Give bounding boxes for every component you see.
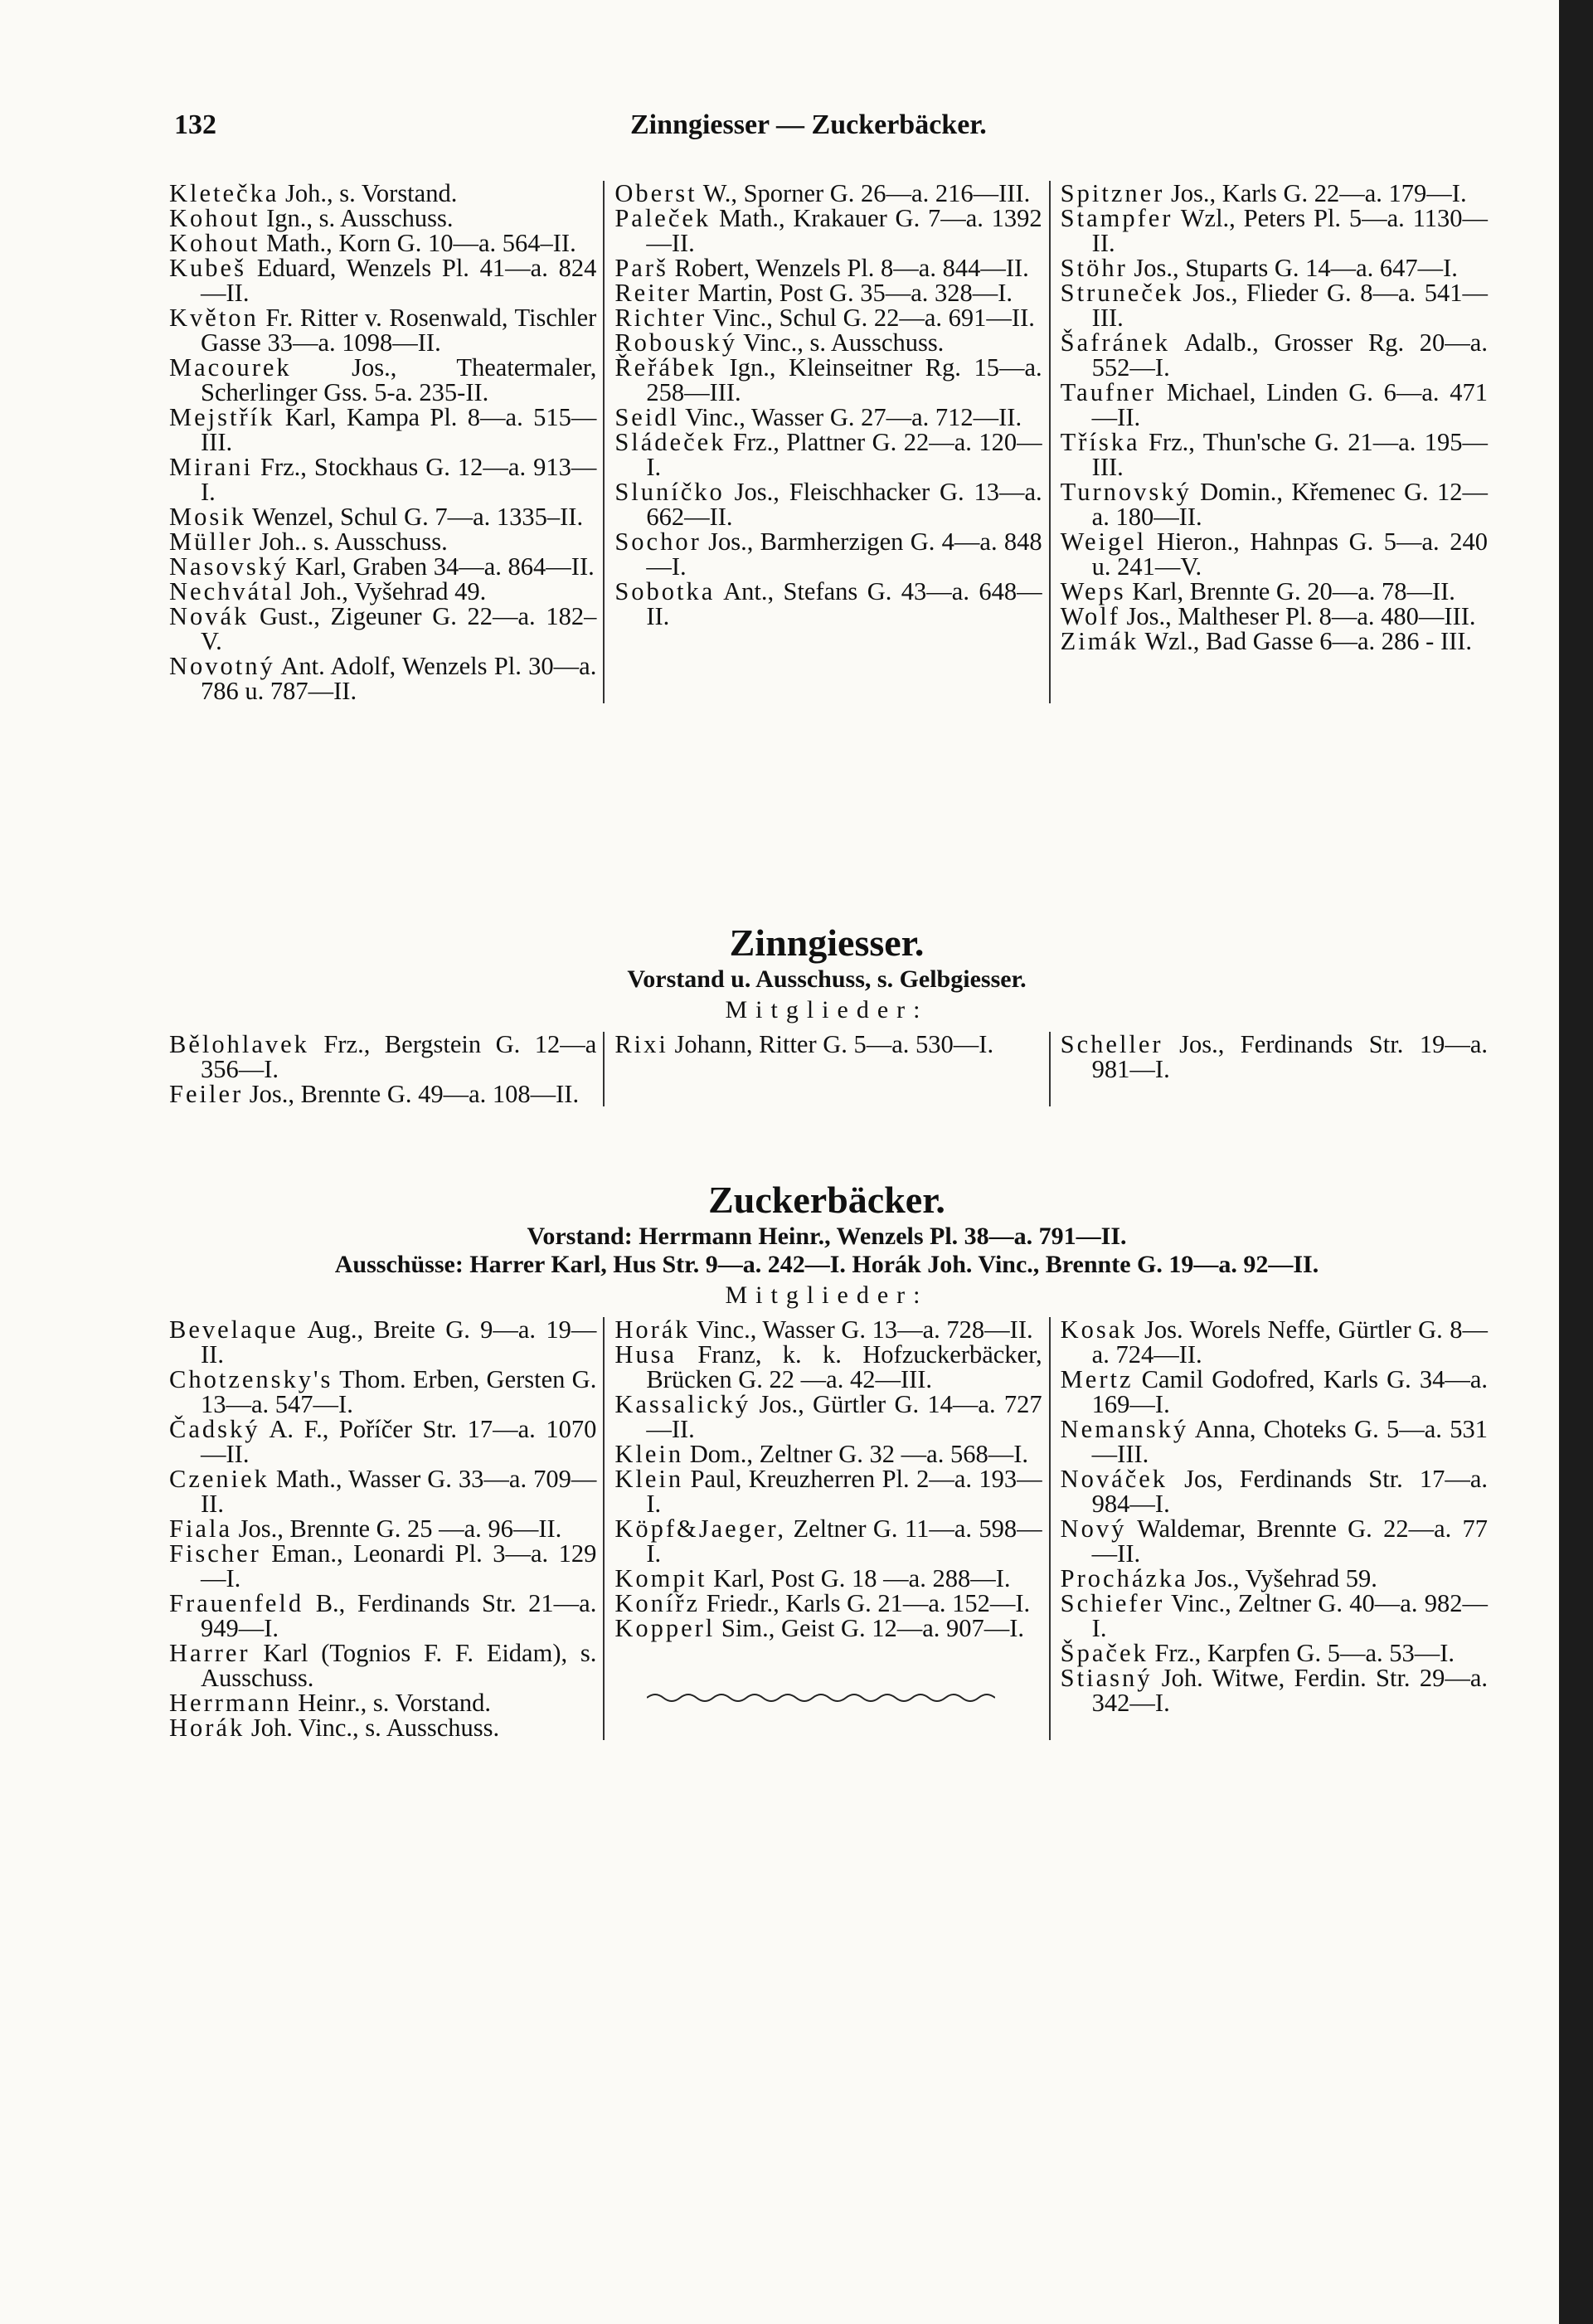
entry-surname: Špaček — [1060, 1639, 1149, 1667]
directory-entry — [169, 1466, 596, 1516]
entry-details: Hieron., Hahnpas G. 5—a. 240 u. 241—V. — [1091, 528, 1488, 581]
entry-details: Vinc., Schul G. 22—a. 691—II. — [712, 304, 1035, 332]
entry-details: Adalb., Grosser Rg. 20—a. 552—I. — [1091, 328, 1488, 382]
entry-surname: Bevelaque — [169, 1315, 299, 1344]
entry-surname: Kohout — [169, 229, 260, 257]
entry-details: Karl, Brennte G. 20—a. 78—II. — [1132, 577, 1455, 605]
zuckerbaecker-columns — [159, 1317, 1494, 1740]
entry-details: Karl (Tognios F. F. Eidam), s. Ausschuss. — [201, 1639, 597, 1692]
entry-details: Math., Wasser G. 33—a. 709—II. — [201, 1465, 597, 1518]
directory-entry — [614, 1516, 1042, 1566]
entry-details: Aug., Breite G. 9—a. 19—II. — [201, 1315, 597, 1369]
entry-details: Vinc., s. Ausschuss. — [743, 328, 945, 357]
entry-details: Jos., Brennte G. 49—a. 108—II. — [249, 1080, 580, 1108]
entry-surname: Oberst — [614, 179, 697, 207]
entry-details: Jos., Fleischhacker G. 13—a. 662—II. — [646, 478, 1042, 531]
directory-entry — [614, 1442, 1042, 1466]
entry-surname: Sobotka — [614, 577, 716, 605]
entry-surname: Zimák — [1060, 627, 1139, 655]
entry-surname: Nováček — [1060, 1465, 1168, 1493]
directory-entry — [614, 206, 1042, 255]
entry-details: Jos., Karls G. 22—a. 179—I. — [1170, 179, 1467, 207]
entry-surname: Macourek — [169, 353, 292, 382]
directory-entry — [169, 1516, 596, 1541]
entry-surname: Šafránek — [1060, 328, 1171, 357]
page-number: 132 — [174, 109, 216, 140]
entry-surname: Horák — [169, 1714, 245, 1742]
ausschuesse-line: Ausschüsse: Harrer Karl, Hus Str. 9—a. 242—I. Horák Joh. Vinc., Brennte G. 19—a. 92—II. — [334, 1251, 1319, 1278]
entry-surname: Kopperl — [614, 1614, 716, 1642]
entry-details: Joh. Vinc., s. Ausschuss. — [250, 1714, 500, 1742]
entry-surname: Mosik — [169, 503, 246, 531]
directory-entry — [614, 355, 1042, 405]
entry-surname: Klein — [614, 1440, 684, 1468]
entry-surname: Müller — [169, 528, 254, 556]
directory-entry — [614, 1392, 1042, 1442]
column — [1049, 181, 1494, 703]
entry-details: Jos., Vyšehrad 59. — [1194, 1564, 1377, 1592]
entry-details: Dom., Zeltner G. 32 —a. 568—I. — [689, 1440, 1028, 1468]
top-columns — [159, 181, 1494, 703]
entry-surname: Struneček — [1060, 279, 1184, 307]
column — [603, 1032, 1048, 1106]
entry-surname: Stampfer — [1060, 204, 1173, 232]
entry-surname: Köpf&Jaeger, — [614, 1514, 787, 1543]
directory-entry — [169, 231, 596, 255]
entry-surname: Chotzensky's — [169, 1365, 333, 1393]
entry-surname: Paleček — [614, 204, 712, 232]
directory-entry — [1061, 181, 1488, 206]
entry-surname: Čadský — [169, 1415, 260, 1443]
entry-surname: Feiler — [169, 1080, 244, 1108]
vorstand-line: Vorstand: Herrmann Heinr., Wenzels Pl. 38—a. 791—II. — [527, 1223, 1127, 1250]
directory-entry — [169, 1417, 596, 1466]
entry-surname: Weps — [1060, 577, 1126, 605]
entry-surname: Taufner — [1060, 378, 1157, 406]
entry-details: Math., Korn G. 10—a. 564–II. — [266, 229, 576, 257]
entry-surname: Seidl — [614, 403, 680, 431]
entry-surname: Harrer — [169, 1639, 250, 1667]
entry-details: Franz, k. k. Hofzuckerbäcker, Brücken G. 22 —a. 42—III. — [646, 1340, 1042, 1393]
directory-entry — [614, 1591, 1042, 1616]
directory-entry — [614, 255, 1042, 280]
entry-surname: Stöhr — [1060, 254, 1128, 282]
entry-details: Domin., Křemenec G. 12—a. 180—II. — [1091, 478, 1488, 531]
section-title: Zuckerbäcker. — [708, 1179, 945, 1221]
entry-details: Anna, Choteks G. 5—a. 531—III. — [1091, 1415, 1488, 1468]
entry-surname: Bělohlavek — [169, 1030, 309, 1058]
entry-surname: Czeniek — [169, 1465, 270, 1493]
entry-details: Wzl., Peters Pl. 5—a. 1130—II. — [1091, 204, 1488, 257]
directory-entry — [169, 1317, 596, 1367]
entry-surname: Reiter — [614, 279, 692, 307]
entry-surname: Richter — [614, 304, 707, 332]
directory-entry — [1061, 206, 1488, 255]
entry-surname: Parš — [614, 254, 668, 282]
column — [603, 181, 1048, 703]
entry-details: Jos. Worels Neffe, Gürtler G. 8—a. 724—II. — [1091, 1315, 1488, 1369]
directory-entry — [1061, 1317, 1488, 1367]
entry-details: Robert, Wenzels Pl. 8—a. 844—II. — [674, 254, 1029, 282]
directory-entry — [1061, 1367, 1488, 1417]
directory-entry — [614, 579, 1042, 629]
entry-surname: Tříska — [1060, 428, 1140, 456]
directory-entry — [1061, 330, 1488, 380]
entry-surname: Husa — [614, 1340, 678, 1369]
entry-surname: Fiala — [169, 1514, 232, 1543]
directory-entry — [169, 1715, 596, 1740]
entry-details: Gust., Zigeuner G. 22—a. 182–V. — [201, 602, 597, 655]
entry-surname: Frauenfeld — [169, 1589, 304, 1617]
directory-entry — [614, 1317, 1042, 1342]
zinngiesser-section — [159, 921, 1494, 1106]
entry-details: Ign., s. Ausschuss. — [266, 204, 454, 232]
directory-entry — [614, 1616, 1042, 1641]
directory-entry — [614, 430, 1042, 479]
entry-details: Jos., Stuparts G. 14—a. 647—I. — [1134, 254, 1458, 282]
entry-surname: Kubeš — [169, 254, 246, 282]
entry-details: W., Sporner G. 26—a. 216—III. — [702, 179, 1031, 207]
entry-details: Frz., Thun'sche G. 21—a. 195—III. — [1091, 428, 1488, 481]
section-title: Zinngiesser. — [729, 921, 925, 964]
entry-details: Zeltner G. 11—a. 598—I. — [646, 1514, 1042, 1568]
members-label: Mitglieder: — [725, 996, 929, 1023]
entry-surname: Mertz — [1060, 1365, 1134, 1393]
entry-surname: Horák — [614, 1315, 691, 1344]
entry-details: Friedr., Karls G. 21—a. 152—I. — [706, 1589, 1031, 1617]
entry-surname: Fischer — [169, 1539, 261, 1568]
directory-entry — [169, 554, 596, 579]
entry-details: Frz., Bergstein G. 12—a 356—I. — [201, 1030, 597, 1083]
entry-surname: Weigel — [1060, 528, 1147, 556]
entry-surname: Herrmann — [169, 1689, 292, 1717]
entry-details: Joh. Witwe, Ferdin. Str. 29—a. 342—I. — [1091, 1664, 1488, 1717]
entry-surname: Kompit — [614, 1564, 707, 1592]
entry-details: Michael, Linden G. 6—a. 471—II. — [1091, 378, 1488, 431]
zinngiesser-columns — [159, 1032, 1494, 1106]
entry-details: Karl, Post G. 18 —a. 288—I. — [713, 1564, 1011, 1592]
entry-details: Joh., s. Vorstand. — [285, 179, 458, 207]
directory-entry — [169, 1367, 596, 1417]
entry-details: Joh.. s. Ausschuss. — [259, 528, 448, 556]
directory-entry — [1061, 280, 1488, 330]
entry-surname: Mejstřík — [169, 403, 275, 431]
directory-entry — [169, 1032, 596, 1082]
section-subtitle: Vorstand u. Ausschuss, s. Gelbgiesser. — [627, 965, 1027, 993]
entry-surname: Nechvátal — [169, 577, 294, 605]
entry-details: Jos., Gürtler G. 14—a. 727—II. — [646, 1390, 1042, 1443]
directory-entry — [169, 504, 596, 529]
entry-surname: Kohout — [169, 204, 260, 232]
entry-details: Waldemar, Brennte G. 22—a. 77—II. — [1091, 1514, 1488, 1568]
entry-details: Jos., Brennte G. 25 —a. 96—II. — [238, 1514, 562, 1543]
entry-surname: Novotný — [169, 652, 275, 680]
entry-details: Martin, Post G. 35—a. 328—I. — [697, 279, 1013, 307]
entry-details: Karl, Graben 34—a. 864—II. — [294, 552, 595, 581]
entry-surname: Klein — [614, 1465, 684, 1493]
entry-surname: Sluníčko — [614, 478, 725, 506]
entry-surname: Mirani — [169, 453, 254, 481]
entry-details: Jos., Maltheser Pl. 8—a. 480—III. — [1126, 602, 1476, 630]
directory-entry — [169, 579, 596, 604]
entry-details: Frz., Plattner G. 22—a. 120—I. — [646, 428, 1042, 481]
directory-entry — [1061, 479, 1488, 529]
entry-details: Thom. Erben, Gersten G. 13—a. 547—I. — [201, 1365, 597, 1418]
column — [159, 181, 603, 703]
column — [603, 1317, 1048, 1740]
directory-entry — [1061, 1032, 1488, 1082]
entry-details: Ant. Adolf, Wenzels Pl. 30—a. 786 u. 787—II. — [201, 652, 597, 705]
column — [1049, 1317, 1494, 1740]
directory-entry — [614, 1466, 1042, 1516]
entry-details: Frz., Karpfen G. 5—a. 53—I. — [1154, 1639, 1455, 1667]
entry-surname: Nasovský — [169, 552, 289, 581]
directory-entry — [1061, 1516, 1488, 1566]
entry-details: Vinc., Wasser G. 27—a. 712—II. — [685, 403, 1022, 431]
ornament-divider — [647, 1689, 995, 1707]
directory-entry — [169, 206, 596, 231]
entry-surname: Kletečka — [169, 179, 279, 207]
directory-entry — [614, 181, 1042, 206]
entry-details: Heinr., s. Vorstand. — [298, 1689, 491, 1717]
directory-entry — [1061, 1591, 1488, 1641]
directory-entry — [614, 305, 1042, 330]
directory-entry — [169, 305, 596, 355]
column — [159, 1032, 603, 1106]
entry-details: Ant., Stefans G. 43—a. 648—II. — [646, 577, 1042, 630]
entry-details: Jos., Flieder G. 8—a. 541—III. — [1091, 279, 1488, 332]
entry-details: Fr. Ritter v. Rosenwald, Tischler Gasse 33—a. 1098—II. — [201, 304, 597, 357]
directory-entry — [169, 529, 596, 554]
entry-details: A. F., Poříčer Str. 17—a. 1070—II. — [201, 1415, 597, 1468]
directory-entry — [614, 1342, 1042, 1392]
directory-entry — [169, 1591, 596, 1641]
entry-details: Wzl., Bad Gasse 6—a. 286 - III. — [1144, 627, 1473, 655]
directory-entry — [1061, 604, 1488, 629]
entry-surname: Procházka — [1060, 1564, 1188, 1592]
entry-surname: Scheller — [1060, 1030, 1163, 1058]
directory-entry — [1061, 579, 1488, 604]
directory-entry — [614, 1032, 1042, 1057]
directory-entry — [169, 654, 596, 703]
directory-entry — [614, 280, 1042, 305]
entry-details: Ign., Kleinseitner Rg. 15—a. 258—III. — [646, 353, 1042, 406]
directory-entry — [169, 181, 596, 206]
directory-entry — [1061, 1566, 1488, 1591]
directory-entry — [1061, 529, 1488, 579]
directory-entry — [614, 529, 1042, 579]
directory-entry — [169, 604, 596, 654]
directory-entry — [1061, 1466, 1488, 1516]
entry-surname: Konířz — [614, 1589, 701, 1617]
zuckerbaecker-section — [159, 1178, 1494, 1740]
directory-entry — [614, 1566, 1042, 1591]
directory-entry — [1061, 380, 1488, 430]
entry-details: B., Ferdinands Str. 21—a. 949—I. — [201, 1589, 597, 1642]
entry-details: Eman., Leonardi Pl. 3—a. 129—I. — [201, 1539, 597, 1592]
directory-entry — [169, 255, 596, 305]
directory-entry — [614, 479, 1042, 529]
entry-surname: Sochor — [614, 528, 702, 556]
entry-surname: Kassalický — [614, 1390, 751, 1418]
entry-surname: Novák — [169, 602, 250, 630]
entry-details: Jos., Theatermaler, Scherlinger Gss. 5-a. 235-II. — [201, 353, 597, 406]
entry-surname: Nový — [1060, 1514, 1127, 1543]
column — [159, 1317, 603, 1740]
entry-details: Paul, Kreuzherren Pl. 2—a. 193—I. — [646, 1465, 1042, 1518]
directory-entry — [1061, 430, 1488, 479]
directory-entry — [169, 355, 596, 405]
entry-surname: Wolf — [1060, 602, 1120, 630]
top-listing — [159, 181, 1494, 703]
entry-details: Sim., Geist G. 12—a. 907—I. — [721, 1614, 1025, 1642]
directory-entry — [169, 455, 596, 504]
entry-details: Karl, Kampa Pl. 8—a. 515—III. — [201, 403, 597, 456]
entry-surname: Řeřábek — [614, 353, 716, 382]
directory-entry — [169, 1541, 596, 1591]
entry-details: Eduard, Wenzels Pl. 41—a. 824—II. — [201, 254, 597, 307]
column — [1049, 1032, 1494, 1106]
directory-entry — [169, 1082, 596, 1106]
directory-entry — [1061, 255, 1488, 280]
entry-details: Jos., Barmherzigen G. 4—a. 848—I. — [646, 528, 1042, 581]
entry-surname: Sládeček — [614, 428, 726, 456]
directory-entry — [614, 330, 1042, 355]
directory-entry — [169, 1641, 596, 1690]
entry-details: Vinc., Zeltner G. 40—a. 982—I. — [1091, 1589, 1488, 1642]
entry-details: Camil Godofred, Karls G. 34—a. 169—I. — [1091, 1365, 1488, 1418]
directory-entry — [614, 405, 1042, 430]
entry-surname: Stiasný — [1060, 1664, 1153, 1692]
directory-entry — [1061, 629, 1488, 654]
entry-surname: Schiefer — [1060, 1589, 1165, 1617]
running-title: Zinngiesser — Zuckerbäcker. — [630, 109, 987, 140]
entry-surname: Rixi — [614, 1030, 668, 1058]
entry-surname: Kosak — [1060, 1315, 1138, 1344]
entry-details: Johann, Ritter G. 5—a. 530—I. — [674, 1030, 994, 1058]
entry-surname: Spitzner — [1060, 179, 1165, 207]
entry-details: Joh., Vyšehrad 49. — [300, 577, 487, 605]
entry-details: Math., Krakauer G. 7—a. 1392—II. — [646, 204, 1042, 257]
directory-entry — [169, 1690, 596, 1715]
entry-details: Frz., Stockhaus G. 12—a. 913—I. — [201, 453, 597, 506]
entry-details: Jos., Ferdinands Str. 19—a. 981—I. — [1091, 1030, 1488, 1083]
entry-surname: Turnovský — [1060, 478, 1192, 506]
entry-details: Vinc., Wasser G. 13—a. 728—II. — [696, 1315, 1033, 1344]
directory-entry — [169, 405, 596, 455]
members-label: Mitglieder: — [725, 1281, 929, 1309]
entry-details: Jos, Ferdinands Str. 17—a. 984—I. — [1091, 1465, 1488, 1518]
entry-surname: Nemanský — [1060, 1415, 1189, 1443]
entry-surname: Robouský — [614, 328, 738, 357]
directory-entry — [1061, 1641, 1488, 1665]
directory-entry — [1061, 1417, 1488, 1466]
directory-entry — [1061, 1665, 1488, 1715]
entry-details: Wenzel, Schul G. 7—a. 1335–II. — [252, 503, 584, 531]
entry-surname: Květon — [169, 304, 259, 332]
